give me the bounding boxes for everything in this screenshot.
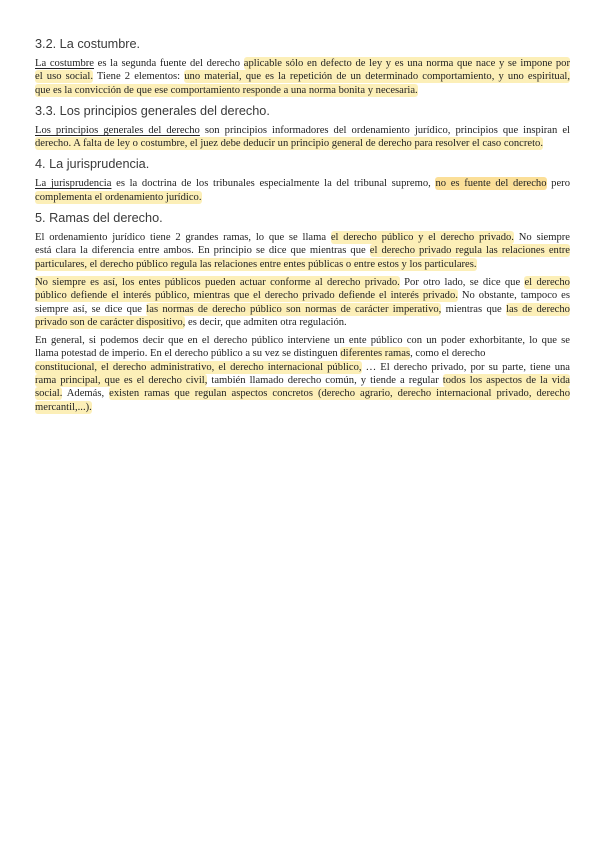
- highlighted-text: privado son de carácter dispositivo,: [35, 316, 186, 328]
- text-line: [35, 137, 570, 150]
- text-run: Por otro lado, se dice que: [399, 276, 525, 288]
- text-run: también llamado derecho común, y tiende a regular: [207, 375, 443, 387]
- highlighted-text: complementa el ordenamiento jurídico.: [35, 191, 202, 203]
- highlighted-text: las de derecho: [506, 303, 570, 315]
- highlighted-text: diferentes ramas: [340, 348, 411, 360]
- highlighted-text: el derecho público y el derecho privado.: [330, 232, 514, 244]
- text-run: llama potestad de imperio. En el derecho público a su vez se distinguen: [35, 348, 341, 360]
- highlighted-text: el derecho: [524, 276, 570, 288]
- section-heading: 3.2. La costumbre.: [35, 37, 141, 51]
- underlined-term: La costumbre: [35, 58, 94, 69]
- highlighted-text: todos los aspectos de la vida: [442, 375, 570, 387]
- text-line: [35, 289, 570, 302]
- paragraph: [35, 334, 570, 414]
- text-line: [35, 347, 570, 360]
- text-run: , como el derecho: [410, 348, 486, 360]
- text-run: pero: [546, 178, 570, 190]
- section-principios-generales: [35, 102, 570, 151]
- text-line: [35, 244, 570, 257]
- section-costumbre: [35, 35, 570, 97]
- highlighted-text: existen ramas que regulan aspectos concretos (derecho agrario, derecho internacional privado, derecho: [109, 388, 571, 400]
- paragraph: [35, 276, 570, 329]
- highlighted-text: mercantil,...).: [35, 401, 92, 413]
- highlighted-text: público defiende el interés público, mientras que el derecho privado defiende el interés privado.: [35, 290, 458, 302]
- text-run: El ordenamiento jurídico tiene 2 grandes ramas, lo que se llama: [35, 232, 331, 244]
- text-run: … El derecho privado, por su parte, tiene una: [361, 361, 571, 373]
- highlighted-text: las normas de derecho público son normas de carácter imperativo,: [146, 303, 442, 315]
- text-line: [35, 303, 570, 316]
- text-line: [35, 258, 570, 271]
- text-line: [35, 401, 570, 414]
- highlighted-text: social.: [35, 388, 63, 400]
- section-jurisprudencia: [35, 155, 570, 204]
- section-heading: 4. La jurisprudencia.: [35, 157, 150, 172]
- underlined-term: La jurisprudencia: [35, 178, 112, 190]
- text-line: [35, 387, 570, 400]
- paragraph: [35, 177, 570, 204]
- text-run: Además,: [62, 388, 110, 400]
- highlighted-text: uno material, que es la repetición de un determinado comportamiento, y uno espiritual,: [184, 71, 570, 83]
- section-ramas-del-derecho: [35, 209, 570, 414]
- text-line: [35, 57, 570, 70]
- text-run: es la doctrina de los tribunales especialmente la del tribunal supremo,: [111, 178, 436, 190]
- highlighted-text: derecho. A falta de ley o costumbre, el juez debe deducir un principio general de derecho para resolver el caso concreto.: [35, 138, 543, 150]
- text-run: En general, si podemos decir que en el derecho público interviene un ente público con un poder exhorbitante, lo que se: [35, 335, 570, 347]
- text-run: mientras que: [441, 303, 507, 315]
- text-line: [35, 177, 570, 190]
- paragraph: [35, 124, 570, 151]
- text-run: es decir, que admiten otra regulación.: [185, 316, 347, 328]
- underlined-term: Los principios generales del derecho: [35, 124, 200, 136]
- document-body: [35, 35, 570, 414]
- paragraph: [35, 57, 570, 97]
- paragraph: [35, 231, 570, 271]
- text-line: [35, 231, 570, 244]
- highlighted-text: particulares, el derecho público regula las relaciones entre entes públicas o entre estos y los particulares.: [35, 258, 477, 270]
- text-run: está clara la diferencia entre ambos. En principio se dice que mientras que: [35, 245, 370, 257]
- text-run: siempre así, se dice que: [35, 303, 147, 315]
- highlighted-text: No siempre es así, los entes públicos pueden actuar conforme al derecho privado.: [35, 276, 400, 288]
- highlighted-text: que es la convicción de que ese comportamiento responde a una norma bonita y necesaria.: [35, 84, 418, 96]
- text-line: [35, 191, 570, 204]
- highlighted-text: constitucional, el derecho administrativo, el derecho internacional público,: [35, 361, 362, 373]
- text-run: No siempre: [513, 232, 571, 244]
- highlighted-text: rama principal, que es el derecho civil,: [35, 375, 208, 387]
- text-line: [35, 361, 570, 374]
- section-heading: 3.3. Los principios generales del derecho.: [35, 103, 270, 118]
- highlighted-text: el uso social.: [35, 71, 93, 83]
- text-line: [35, 334, 570, 347]
- text-run: es la segunda fuente del derecho: [93, 58, 244, 69]
- highlighted-text: el derecho privado regula las relaciones entre: [369, 245, 570, 257]
- highlighted-text: no es fuente del derecho: [435, 178, 547, 190]
- text-line: [35, 276, 570, 289]
- text-line: [35, 316, 570, 329]
- section-heading: 5. Ramas del derecho.: [35, 211, 163, 226]
- text-run: No obstante, tampoco es: [457, 290, 570, 302]
- highlighted-text: aplicable sólo en defecto de ley y es una norma que nace y se impone por: [243, 58, 570, 69]
- text-line: [35, 70, 570, 83]
- text-line: [35, 374, 570, 387]
- text-line: [35, 84, 570, 97]
- text-run: son principios informadores del ordenamiento jurídico, principios que inspiran el: [199, 124, 570, 136]
- text-run: Tiene 2 elementos:: [92, 71, 185, 83]
- text-line: [35, 124, 570, 137]
